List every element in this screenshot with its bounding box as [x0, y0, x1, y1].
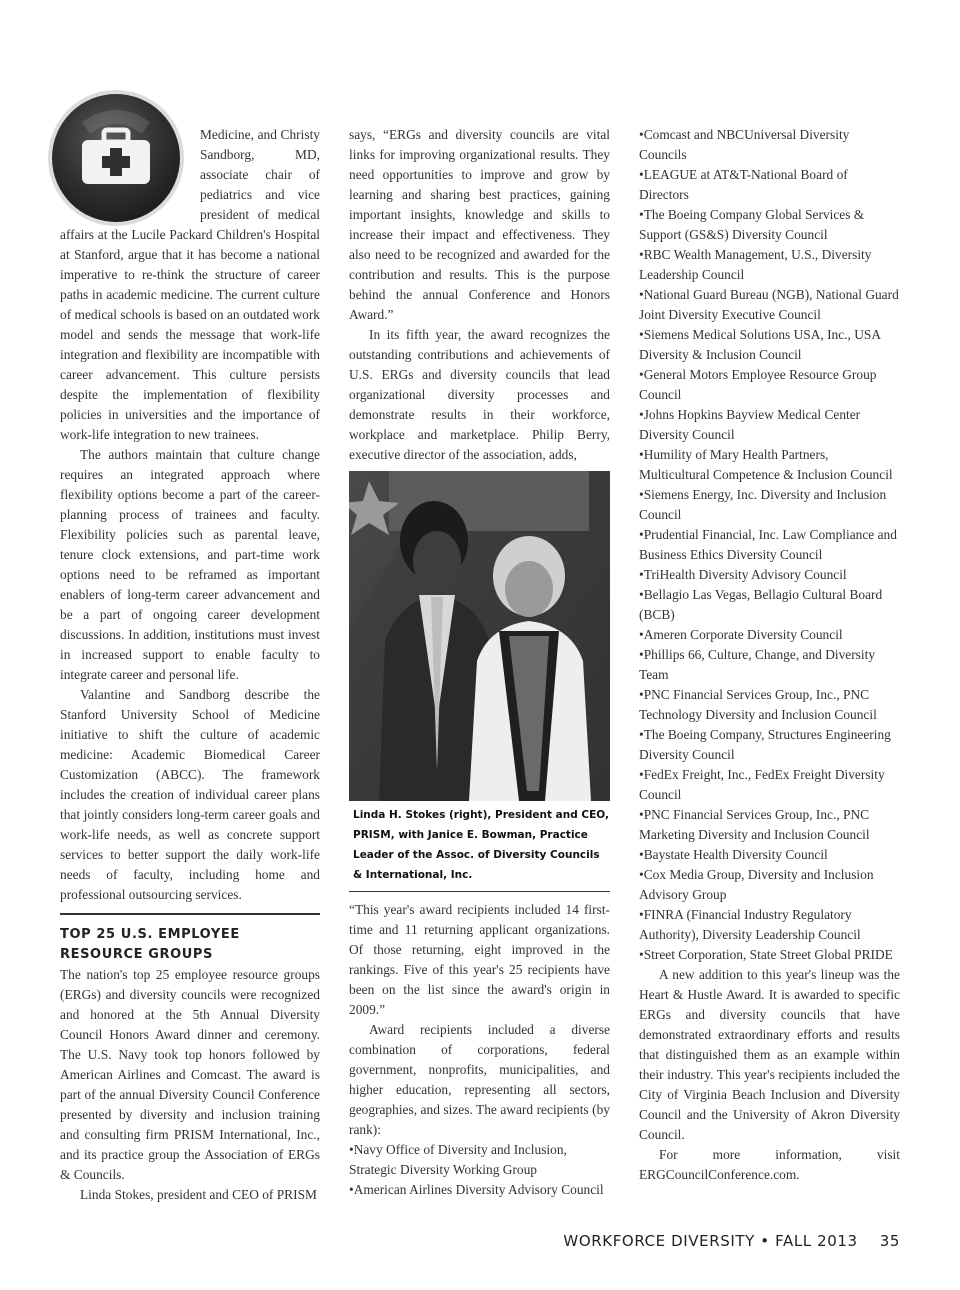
list-item: •Prudential Financial, Inc. Law Compliance and Business Ethics Diversity Council [639, 527, 897, 562]
list-item: •FedEx Freight, Inc., FedEx Freight Diversity Council [639, 767, 885, 802]
list-item: •Bellagio Las Vegas, Bellagio Cultural Board (BCB) [639, 587, 883, 622]
list-item: •PNC Financial Services Group, Inc., PNC Technology Diversity and Inclusion Council [639, 687, 877, 722]
list-item: •PNC Financial Services Group, Inc., PNC Marketing Diversity and Inclusion Council [639, 807, 870, 842]
section-rule [60, 913, 320, 915]
list-item: •FINRA (Financial Industry Regulatory Authority), Diversity Leadership Council [639, 907, 861, 942]
award-photo [349, 471, 610, 801]
list-item: •Ameren Corporate Diversity Council [639, 627, 843, 642]
col1-paragraph-1: Medicine, and Christy Sandborg, MD, associate chair of pediatrics and vice president of medical affairs at the Lucile Packard Children's Hospital at Stanford, argue that it has become a national imperative to re-think the structure of career paths in academic medicine. The current culture of medical schools is based on an outdated work model and sends the message that work-life integration and flexibility are incompatible with career advancement. This culture persists despite the implementation of flexibility policies in universities and the importance of work-life integration to new trainees. [60, 127, 320, 442]
list-item: •Baystate Health Diversity Council [639, 847, 828, 862]
col1-paragraph-4: The nation's top 25 employee resource groups (ERGs) and diversity councils were recognized and honored at the 5th Annual Diversity Council Honors Award dinner and ceremony. The U.S. Navy took top honors followed by American Airlines and Comcast. The award is part of the annual Diversity Council Conference presented by diversity and inclusion training and consulting firm PRISM International, Inc., and its practice group the Association of ERGs & Councils. [60, 967, 320, 1182]
list-item: •Phillips 66, Culture, Change, and Diversity Team [639, 647, 876, 682]
photo-caption: Linda H. Stokes (right), President and CEO, PRISM, with Janice E. Bowman, Practice Leader of the Assoc. of Diversity Councils & International, Inc. [353, 809, 609, 881]
list-item: •Johns Hopkins Bayview Medical Center Diversity Council [639, 407, 861, 442]
section-heading-line-1: TOP 25 U.S. EMPLOYEE [60, 927, 240, 942]
list-item: •Siemens Medical Solutions USA, Inc., USA Diversity & Inclusion Council [639, 327, 881, 362]
list-item: •The Boeing Company, Structures Engineering Diversity Council [639, 727, 891, 762]
icon-spacer [60, 125, 200, 215]
publication-name: WORKFORCE DIVERSITY • FALL 2013 [563, 1232, 858, 1250]
list-item: •TriHealth Diversity Advisory Council [639, 567, 847, 582]
column-3 [639, 125, 900, 1185]
column-1 [60, 125, 320, 1205]
list-item: •RBC Wealth Management, U.S., Diversity Leadership Council [639, 247, 872, 282]
list-item: •Street Corporation, State Street Global PRIDE [639, 947, 893, 962]
col2-paragraph-3: “This year's award recipients included 14 first-time and 11 returning applicant organizations. Of those returning, eight improved in the rankings. Five of this year's 25 recipients have been on the list since the award's origin in 2009.” [349, 902, 610, 1017]
page-footer [500, 1232, 900, 1250]
col2-paragraph-1: says, “ERGs and diversity councils are vital links for improving organizational results. They need opportunities to improve and grow by learning and sharing best practices, gaining important insights, knowledge and skills to increase their impact and effectiveness. They also need to be recognized and awarded for the contribution and results. This is the purpose behind the annual Conference and Honors Award.” [349, 127, 610, 322]
list-item: •Humility of Mary Health Partners, Multicultural Competence & Inclusion Council [639, 447, 893, 482]
page-number: 35 [879, 1232, 900, 1250]
col2-paragraph-4: Award recipients included a diverse combination of corporations, federal government, nonprofits, municipalities, and higher education, representing all sectors, geographies, and sizes. The award recipients (by rank): [349, 1022, 610, 1137]
list-item: •Siemens Energy, Inc. Diversity and Inclusion Council [639, 487, 887, 522]
col1-paragraph-2: The authors maintain that culture change requires an integrated approach where flexibility options become a part of the career-planning process of trainees and faculty. Flexibility policies such as parental leave, tenure clock extensions, and part-time work options need to be reframed as important enablers of long-term career advancement and be a part of ongoing career development discussions. In addition, institutions must invest in increased support to enable faculty to integrate career and personal life. [60, 447, 320, 682]
section-heading-line-2: RESOURCE GROUPS [60, 947, 213, 962]
caption-rule [349, 891, 610, 892]
col1-paragraph-5: Linda Stokes, president and CEO of PRISM [80, 1187, 317, 1202]
list-item: •General Motors Employee Resource Group Council [639, 367, 877, 402]
col3-paragraph-2: For more information, visit ERGCouncilConference.com. [639, 1147, 900, 1182]
col2-paragraph-2: In its fifth year, the award recognizes the outstanding contributions and achievements of U.S. ERGs and diversity councils that lead organizational diversity processes and demonstrate results in their workforce, workplace and marketplace. Philip Berry, executive director of the association, adds, [349, 327, 610, 462]
list-item: •Comcast and NBCUniversal Diversity Councils [639, 127, 850, 162]
list-item: •The Boeing Company Global Services & Support (GS&S) Diversity Council [639, 207, 865, 242]
col1-paragraph-3: Valantine and Sandborg describe the Stanford University School of Medicine initiative to shift the culture of academic medicine: Academic Biomedical Career Customization (ABCC). The framework includes the creation of individual career plans that jointly considers long-term career goals and work-life needs, as well as concrete support services to better support the daily work-life needs of faculty, including home and professional outsourcing services. [60, 687, 320, 902]
list-item: •LEAGUE at AT&T-National Board of Directors [639, 167, 848, 202]
list-item: •Navy Office of Diversity and Inclusion, Strategic Diversity Working Group [349, 1142, 567, 1177]
col3-paragraph-1: A new addition to this year's lineup was the Heart & Hustle Award. It is awarded to specific ERGs and diversity councils that have demonstrated extraordinary efforts and results that distinguished them as an example within their industry. This year's recipients included the City of Virginia Beach Inclusion and Diversity Council and the University of Akron Diversity Council. [639, 967, 900, 1142]
list-item: •American Airlines Diversity Advisory Council [349, 1182, 604, 1197]
column-2 [349, 125, 610, 1200]
list-item: •Cox Media Group, Diversity and Inclusion Advisory Group [639, 867, 874, 902]
list-item: •National Guard Bureau (NGB), National Guard Joint Diversity Executive Council [639, 287, 899, 322]
